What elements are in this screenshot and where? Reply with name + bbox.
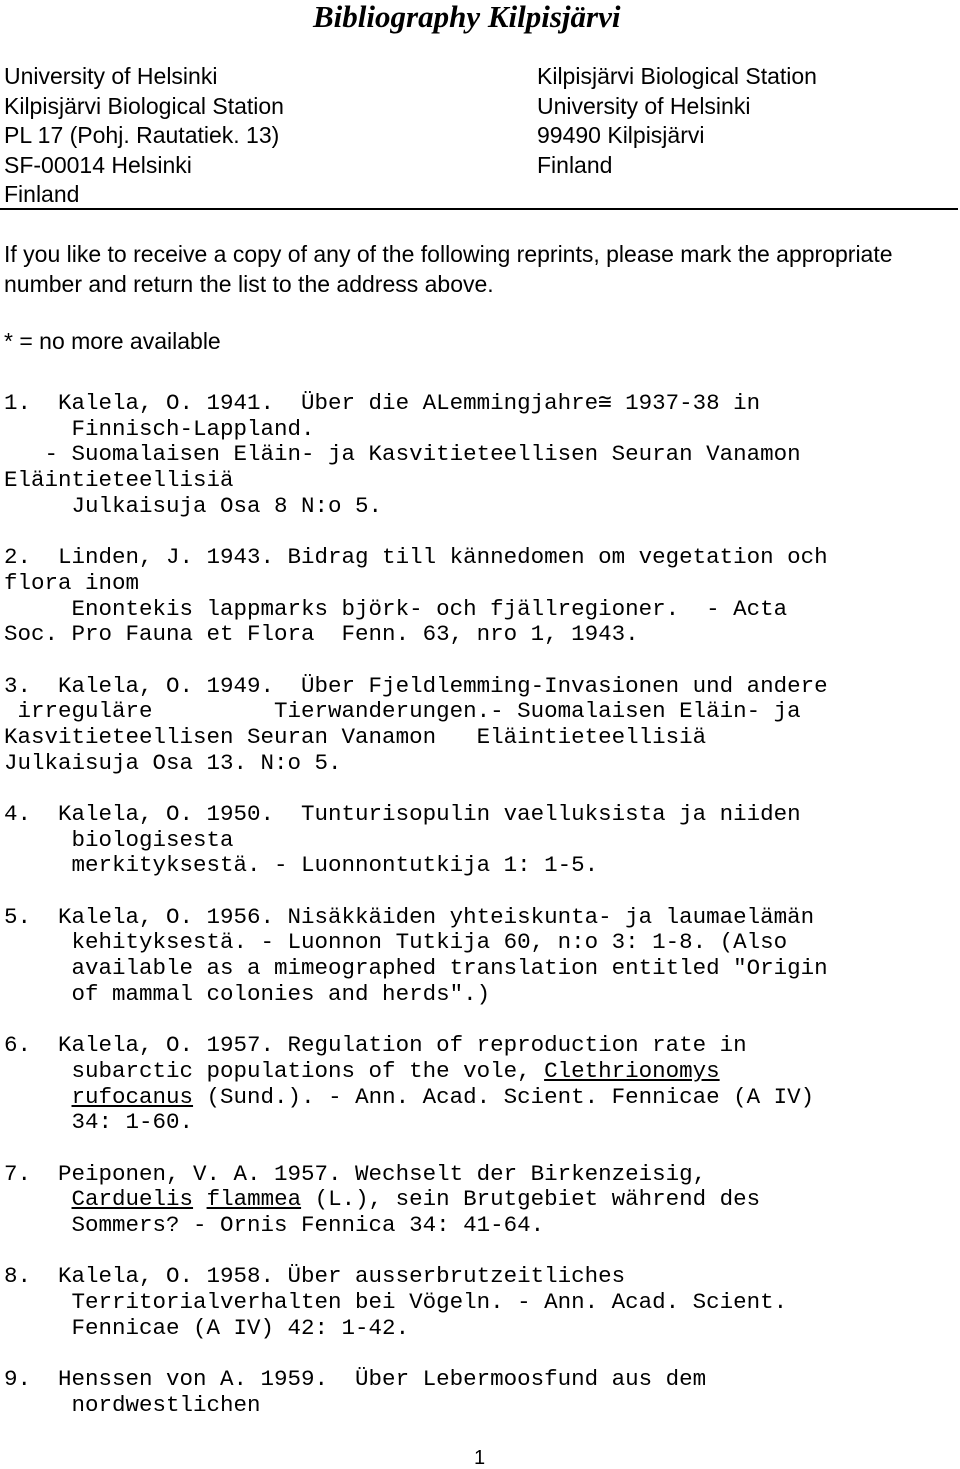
reference-line: merkityksestä. - Luonnontutkija 1: 1-5. <box>4 852 599 879</box>
address-right-line: University of Helsinki <box>537 92 751 119</box>
intro-paragraph: If you like to receive a copy of any of the following reprints, please mark the appropriate number and return the list to the address above. <box>4 241 893 297</box>
reference-line: Kasvitieteellisen Seuran Vanamon Eläintieteellisiä <box>4 723 707 750</box>
address-left-line: Kilpisjärvi Biological Station <box>4 92 284 119</box>
reference-line: irreguläre Tierwanderungen.- Suomalaisen Eläin- ja <box>4 698 801 725</box>
address-right-line: 99490 Kilpisjärvi <box>537 122 705 148</box>
document-title: Bibliography Kilpisjärvi <box>313 0 621 34</box>
reference-line: Finnisch-Lappland. <box>4 415 315 442</box>
reference-line: kehityksestä. - Luonnon Tutkija 60, n:o 3: 1-8. (Also <box>4 929 788 956</box>
reference-line <box>4 1059 958 1085</box>
species-name: flammea <box>206 1186 302 1213</box>
reference-line: Territorialverhalten bei Vögeln. - Ann. Acad. Scient. <box>4 1289 788 1316</box>
reference-item <box>4 545 958 648</box>
reference-item <box>4 802 958 879</box>
reference-text: subarctic populations of the vole, <box>4 1057 545 1084</box>
reference-line: flora inom <box>4 569 140 596</box>
reference-item <box>4 1033 958 1136</box>
reference-line: Soc. Pro Fauna et Flora Fenn. 63, nro 1, 1943. <box>4 621 639 648</box>
reference-text: (L.), sein Brutgebiet während des <box>301 1186 761 1213</box>
reference-line: 34: 1-60. <box>4 1109 194 1136</box>
reference-line: Julkaisuja Osa 8 N:o 5. <box>4 492 383 519</box>
reference-line: nordwestlichen <box>4 1391 261 1418</box>
reference-line: Eläintieteellisiä <box>4 467 234 494</box>
reference-line: 8. Kalela, O. 1958. Über ausserbrutzeitliches <box>4 1263 626 1290</box>
reference-line: Fennicae (A IV) 42: 1-42. <box>4 1314 410 1341</box>
address-right-line: Finland <box>537 151 613 178</box>
reference-line: 5. Kalela, O. 1956. Nisäkkäiden yhteiskunta- ja laumaelämän <box>4 903 815 930</box>
reference-text <box>193 1186 207 1212</box>
species-name: Clethrionomys <box>544 1057 720 1084</box>
address-left-line: SF-00014 Helsinki <box>4 151 192 178</box>
reference-item <box>4 674 958 777</box>
species-name: rufocanus <box>71 1083 194 1110</box>
species-name: Carduelis <box>71 1186 194 1213</box>
reference-list <box>4 391 958 1444</box>
reference-item <box>4 1264 958 1341</box>
availability-note: * = no more available <box>4 328 221 354</box>
reference-line: biologisesta <box>4 826 234 853</box>
address-right <box>537 62 817 180</box>
address-left-line: PL 17 (Pohj. Rautatiek. 13) <box>4 122 280 148</box>
reference-line: 1. Kalela, O. 1941. Über die ALemmingjahre≅ 1937-38 in <box>4 390 761 416</box>
reference-line: Enontekis lappmarks björk- och fjällregioner. - Acta <box>4 595 788 622</box>
reference-line: - Suomalaisen Eläin- ja Kasvitieteellisen Seuran Vanamon <box>4 441 801 468</box>
reference-item <box>4 905 958 1008</box>
reference-line <box>4 1187 958 1213</box>
reference-item <box>4 1367 958 1418</box>
reference-line: Julkaisuja Osa 13. N:o 5. <box>4 749 342 776</box>
reference-line: of mammal colonies and herds".) <box>4 980 491 1007</box>
address-left <box>4 62 284 210</box>
address-left-line: Finland <box>4 181 80 207</box>
reference-line: 9. Henssen von A. 1959. Über Lebermoosfund aus dem <box>4 1366 707 1393</box>
reference-line: 4. Kalela, O. 1950. Tunturisopulin vaelluksista ja niiden <box>4 801 801 827</box>
address-left-line: University of Helsinki <box>4 63 218 89</box>
reference-line: 3. Kalela, O. 1949. Über Fjeldlemming-Invasionen und andere <box>4 672 828 699</box>
reference-line <box>4 1085 958 1111</box>
reference-line: 7. Peiponen, V. A. 1957. Wechselt der Birkenzeisig, <box>4 1160 707 1187</box>
reference-text: (Sund.). - Ann. Acad. Scient. Fennicae (A IV) <box>193 1083 815 1110</box>
reference-item <box>4 391 958 519</box>
reference-line: 6. Kalela, O. 1957. Regulation of reproduction rate in <box>4 1032 747 1059</box>
reference-line: available as a mimeographed translation entitled "Origin <box>4 955 828 982</box>
address-right-line: Kilpisjärvi Biological Station <box>537 63 817 89</box>
reference-line: 2. Linden, J. 1943. Bidrag till kännedomen om vegetation och <box>4 544 828 571</box>
reference-item <box>4 1162 958 1239</box>
page-number: 1 <box>474 1447 486 1469</box>
reference-line: Sommers? - Ornis Fennica 34: 41-64. <box>4 1212 545 1238</box>
header-divider <box>0 208 958 210</box>
